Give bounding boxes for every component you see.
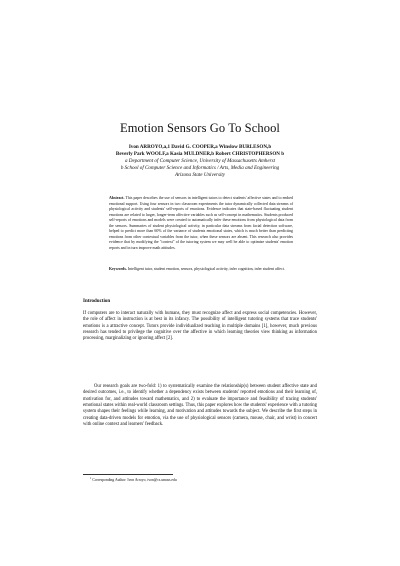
introduction-heading: Introduction <box>83 299 111 304</box>
affiliation-b: b School of Computer Science and Informatics / Arts, Media and Engineering <box>120 165 280 172</box>
introduction-paragraph-2: Our research goals are two-fold: 1) to systematically examine the relationship(s) between student affective state and desired outcomes, i.e., to identify whether a dependency exists between students' reported emotions and their learning of, motivation for, and attitudes toward mathematics, and 2) to evaluate the importance and feasibility of tracing students' emotional states within real-world classroom settings. Thus, this paper explores how the students' experience with a tutoring system shapes their feelings while learning, and motivation and attitudes towards the subject. We describe the first steps in creating data-driven models for emotion, via the use of physiological sensors (camera, mouse, chair, and wrist) in concert with online context and learners' feedback. <box>83 384 317 428</box>
keywords-label: Keywords. <box>109 267 127 271</box>
abstract-label: Abstract. <box>109 196 125 200</box>
keywords-text: Intelligent tutor, student emotion, sensors, physiological activity, infer cognition, infer student affect. <box>127 267 285 271</box>
author-block <box>70 144 330 179</box>
footnote-marker: 1 <box>90 477 92 480</box>
footnote-text: Corresponding Author: Ivon Arroyo, ivon@cs.umass.edu <box>92 478 177 483</box>
introduction-paragraph-1: If computers are to interact naturally with humans, they must recognize affect and express social competencies. However, the role of affect in instruction is at best in its infancy. The possibility of intelligent tutoring systems that trace students' emotions is a attractive concept. Tutors provide individualized teaching in multiple domains [1], however, much previous research has tended to privilege the cognitive over the affective in which learning theories view thinking as information processing, marginalizing or ignoring affect [2]. <box>83 311 317 342</box>
abstract <box>109 196 293 251</box>
affiliation-b-university: Arizona State University <box>174 172 226 179</box>
footnote-divider <box>83 474 173 475</box>
author-line-1: Ivon ARROYO,a,1 David G. COOPER,a Winslow BURLESON,b <box>128 144 272 150</box>
author-line-2: Beverly Park WOOLF,a Kasia MULDNER,b Robert CHRISTOPHERSON b <box>115 151 285 158</box>
abstract-text: This paper describes the use of sensors in intelligent tutors to detect students' affective states and to embed emotional support. Using four sensors in two classroom experiments the tutor dynamically collected data streams of physiological activity and students' self-reports of emotions. Evidence indicates that state-based fluctuating student emotions are related to larger, longer-term affective variables such as self-concept in mathematics. Students produced self-reports of emotions and models were created to automatically infer these emotions from physiological data from the sensors. Summaries of student physiological activity, in particular data streams from facial detection software, helped to predict more than 60% of the variance of students emotional states, which is much better than predicting emotions from other contextual variables from the tutor, when these sensors are absent. This research also provides evidence that by modifying the "context" of the tutoring system we may well be able to optimize students' emotion reports and in turn improve math attitudes. <box>109 196 293 250</box>
paper-title: Emotion Sensors Go To School <box>119 121 281 135</box>
keywords <box>109 267 293 273</box>
affiliation-a: a Department of Computer Science, University of Massachusetts Amherst <box>124 158 275 165</box>
footnote <box>90 476 177 483</box>
